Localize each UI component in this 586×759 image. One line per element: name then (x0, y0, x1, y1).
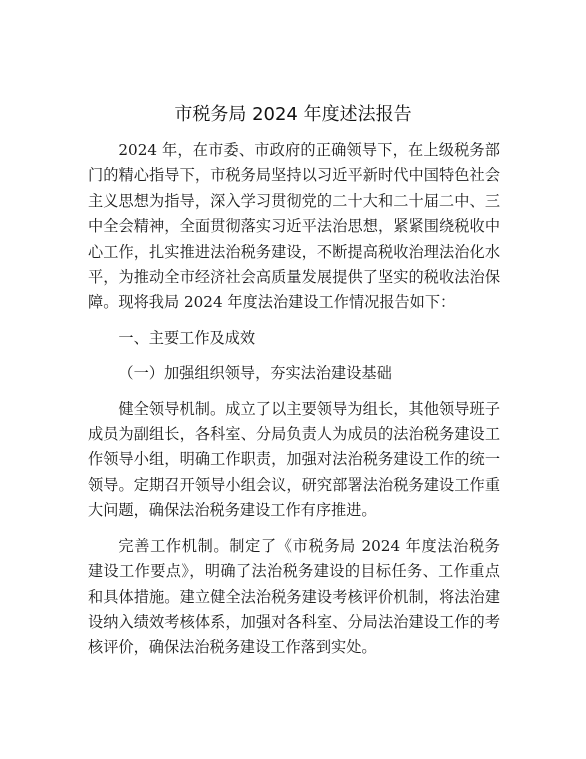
paragraph-spacer (88, 524, 500, 534)
paragraph-spacer (88, 351, 500, 361)
paragraph-spacer (88, 316, 500, 326)
paragraph-spacer (88, 387, 500, 397)
document-body (88, 138, 500, 661)
body-paragraph-mechanism: 完善工作机制。制定了《市税务局 2024 年度法治税务建设工作要点》，明确了法治税务建设的目标任务、工作重点和具体措施。建立健全法治税务建设考核评价机制，将法治建设纳入绩效考核体系，加强对各科室、分局法治建设工作的考核评价，确保法治税务建设工作落到实处。 (88, 536, 500, 657)
body-paragraph-leadership: 健全领导机制。成立了以主要领导为组长，其他领导班子成员为副组长，各科室、分局负责人为成员的法治税务建设工作领导小组，明确工作职责，加强对法治税务建设工作的统一领导。定期召开领导小组会议，研究部署法治税务建设工作重大问题，确保法治税务建设工作有序推进。 (88, 399, 500, 520)
subsection-heading: （一）加强组织领导，夯实法治建设基础 (118, 364, 392, 383)
intro-paragraph: 2024 年，在市委、市政府的正确领导下，在上级税务部门的精心指导下，市税务局坚持以习近平新时代中国特色社会主义思想为指导，深入学习贯彻党的二十大和二十届二中、三中全会精神，全面贯彻落实习近平法治思想，紧紧围绕税收中心工作，扎实推进法治税务建设，不断提高税收治理法治化水平，为推动全市经济社会高质量发展提供了坚实的税收法治保障。现将我局 2024 年度法治建设工作情况报告如下： (88, 141, 500, 312)
document-title: 市税务局 2024 年度述法报告 (174, 104, 412, 125)
section-heading: 一、主要工作及成效 (118, 328, 256, 347)
